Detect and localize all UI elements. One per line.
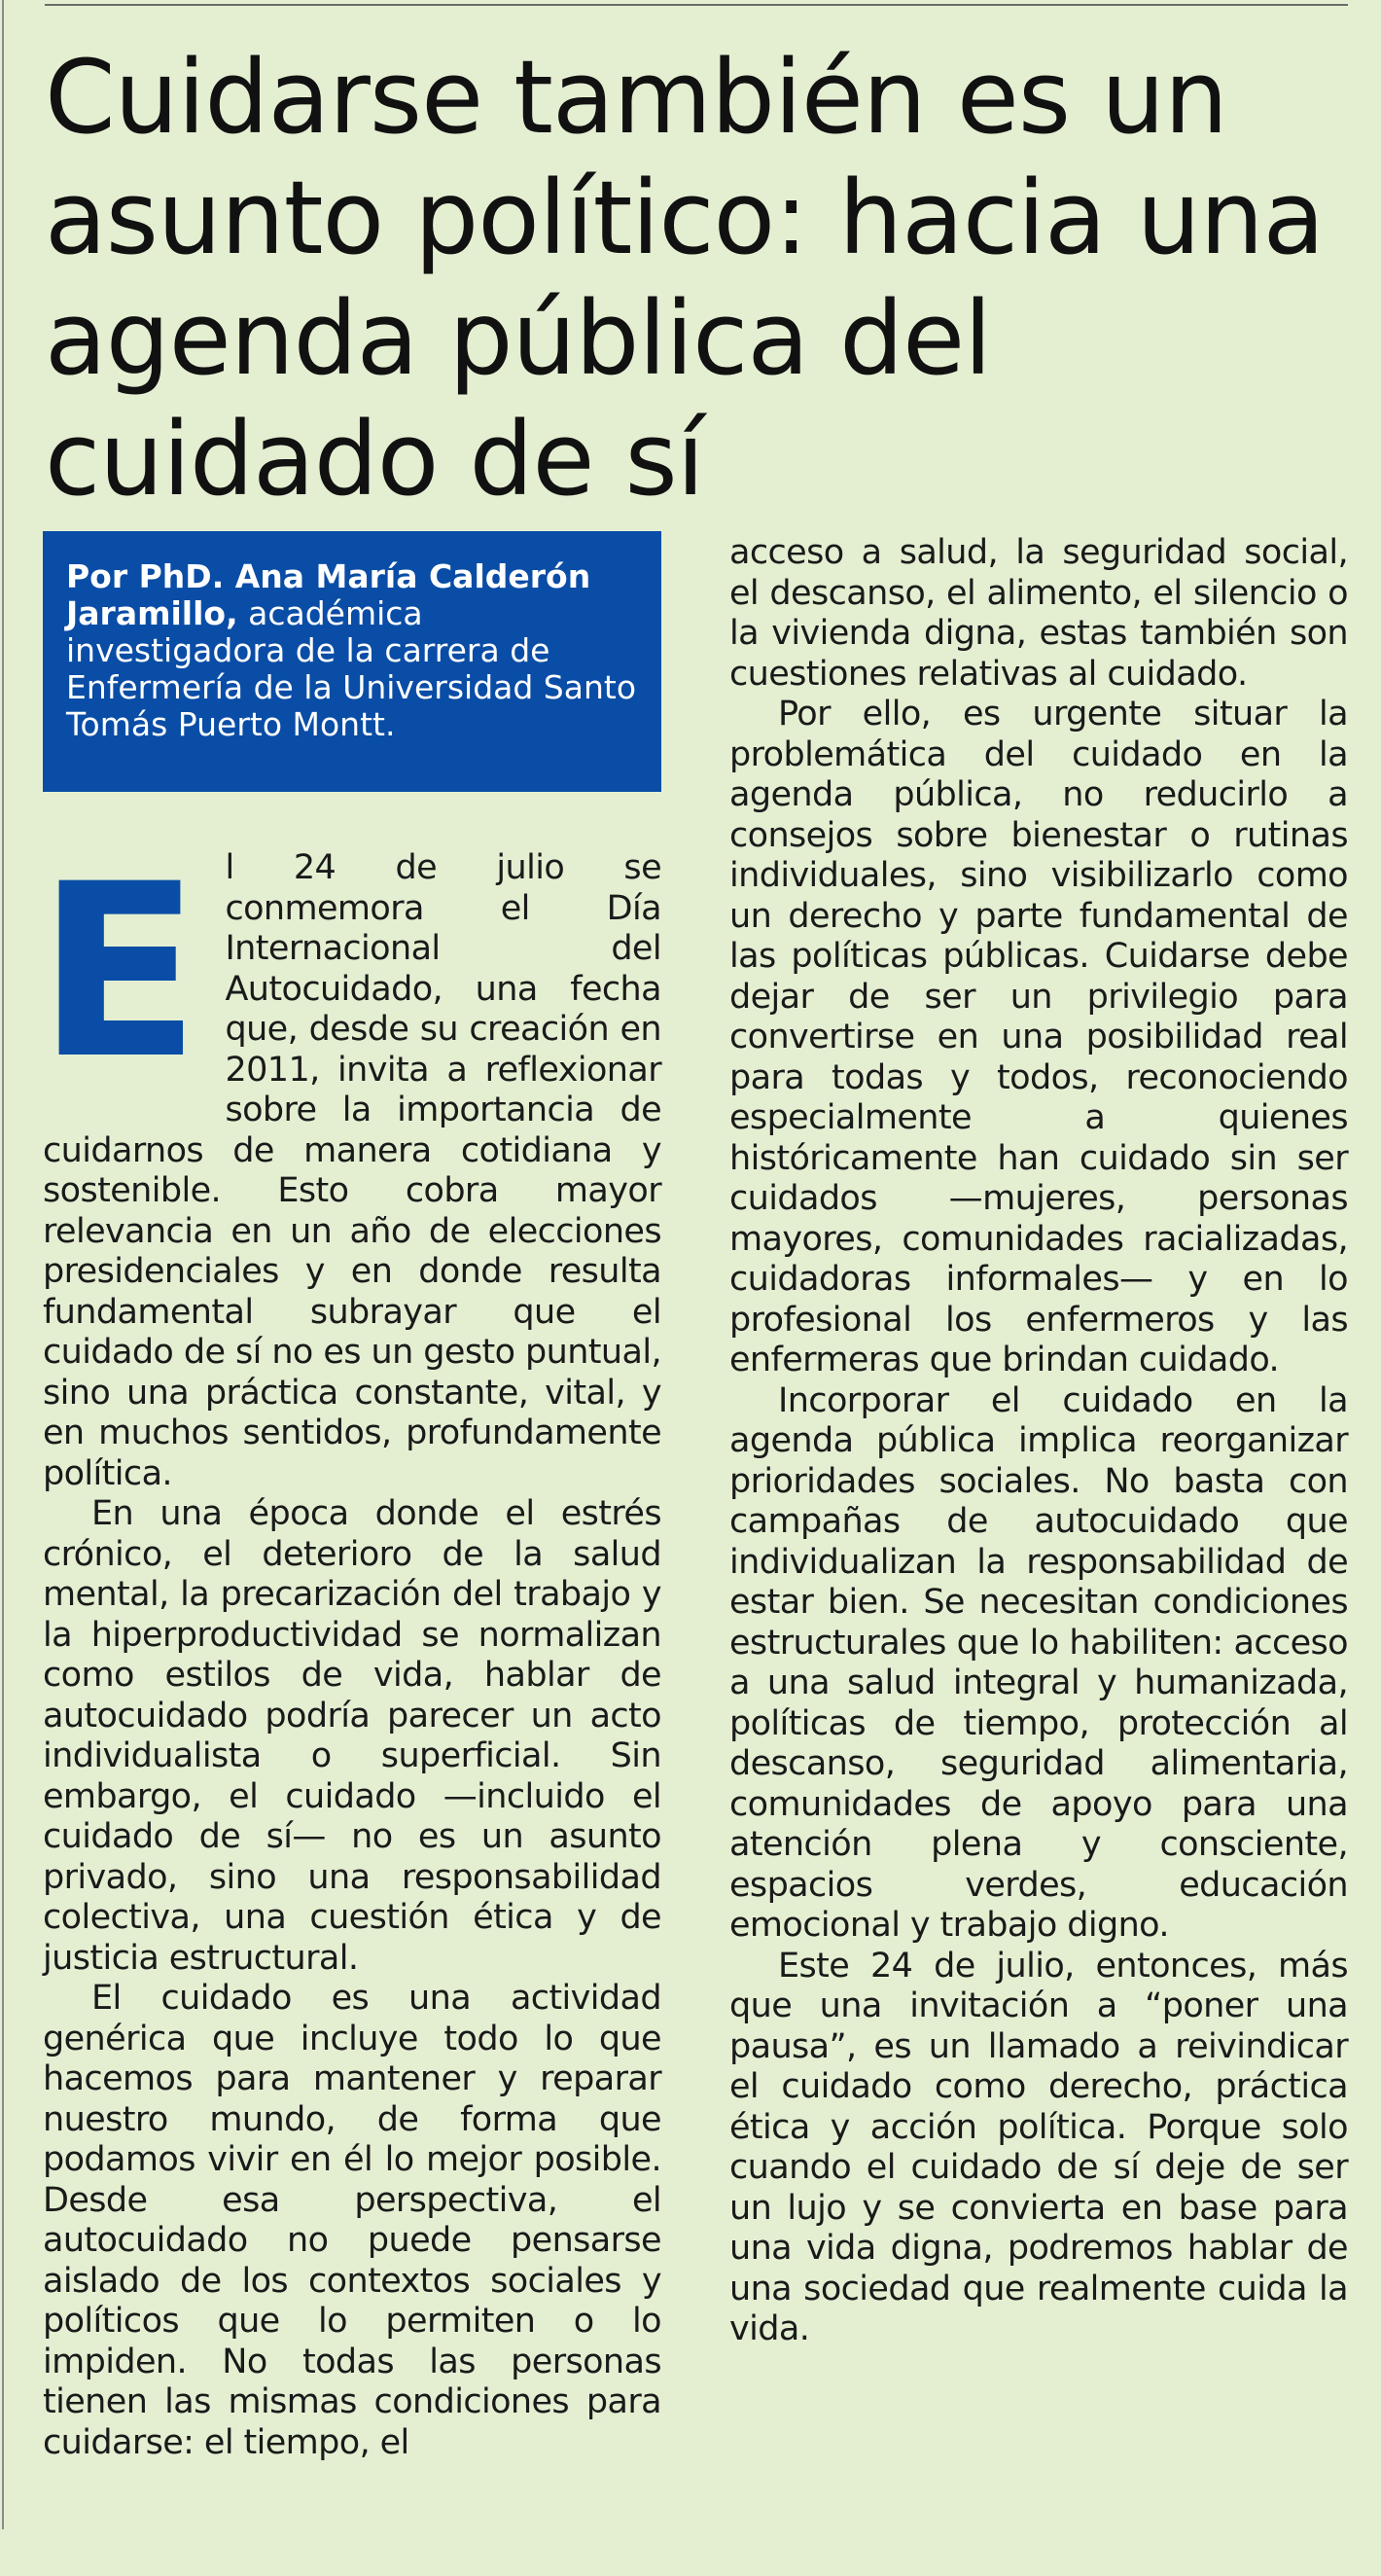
byline-affiliation: académica investigadora de la carrera de Enfermería de la Universidad Santo Tomás Puerto Montt. xyxy=(66,594,637,743)
paragraph-care-activity-continued: acceso a salud, la seguridad social, el descanso, el alimento, el silencio o la vivienda digna, estas también son cuestiones relativas al cuidado. xyxy=(729,533,1348,694)
drop-cap: E xyxy=(37,834,200,1112)
article-column-left xyxy=(37,834,661,2463)
top-rule xyxy=(45,4,1348,6)
paragraph-public-agenda: Por ello, es urgente situar la problemática del cuidado en la agenda pública, no reducirlo a consejos sobre bienestar o rutinas individuales, sino visibilizarlo como un derecho y parte fundamental de las políticas públicas. Cuidarse debe dejar de ser un privilegio para convertirse en una posibilidad real para todas y todos, reconociendo especialmente a quienes históricamente han cuidado sin ser cuidados —mujeres, personas mayores, comunidades racializadas, cuidadoras informales— y en lo profesional los enfermeros y las enfermeras que brindan cuidado. xyxy=(729,695,1348,1379)
byline-author: Por PhD. Ana María Calderón Jaramillo, xyxy=(66,557,591,632)
paragraph-structural-conditions: Incorporar el cuidado en la agenda pública implica reorganizar prioridades sociales. No basta con campañas de autocuidado que individualizan la responsabilidad de estar bien. Se necesitan condiciones estructurales que lo habiliten: acceso a una salud integral y humanizada, políticas de tiempo, protección al descanso, seguridad alimentaria, comunidades de apoyo para una atención plena y consciente, espacios verdes, educación emocional y trabajo digno. xyxy=(729,1380,1348,1945)
paragraph-conclusion: Este 24 de julio, entonces, más que una invitación a “poner una pausa”, es un llamado a reivindicar el cuidado como derecho, práctica ética y acción política. Porque solo cuando el cuidado de sí deje de ser un lujo y se convierta en base para una vida digna, podremos hablar de una sociedad que realmente cuida la vida. xyxy=(729,1946,1348,2348)
paragraph-intro: l 24 de julio se conmemora el Día Internacional del Autocuidado, una fecha que, desde su creación en 2011, invita a reflexionar sobre la importancia de cuidarnos de manera cotidiana y sostenible. Esto cobra mayor relevancia en un año de elecciones presidenciales y en donde resulta fundamental subrayar que el cuidado de sí no es un gesto puntual, sino una práctica constante, vital, y en muchos sentidos, profundamente política. xyxy=(43,848,661,1493)
paragraph-care-activity: El cuidado es una actividad genérica que incluye todo lo que hacemos para mantener y reparar nuestro mundo, de forma que podamos vivir en él lo mejor posible. Desde esa perspectiva, el autocuidado no puede pensarse aislado de los contextos sociales y políticos que lo permiten o lo impiden. No todas las personas tienen las mismas condiciones para cuidarse: el tiempo, el xyxy=(43,1979,661,2462)
article-headline: Cuidarse también es un asunto político: hacia una agenda pública del cuidado de sí xyxy=(45,38,1325,519)
article-column-right xyxy=(729,533,1348,2350)
left-rule xyxy=(2,0,4,2529)
byline-box xyxy=(43,531,661,792)
paragraph-stress: En una época donde el estrés crónico, el deterioro de la salud mental, la precarización del trabajo y la hiperproductividad se normalizan como estilos de vida, hablar de autocuidado podría parecer un acto individualista o superficial. Sin embargo, el cuidado —incluido el cuidado de sí— no es un asunto privado, sino una responsabilidad colectiva, una cuestión ética y de justicia estructural. xyxy=(43,1494,661,1978)
